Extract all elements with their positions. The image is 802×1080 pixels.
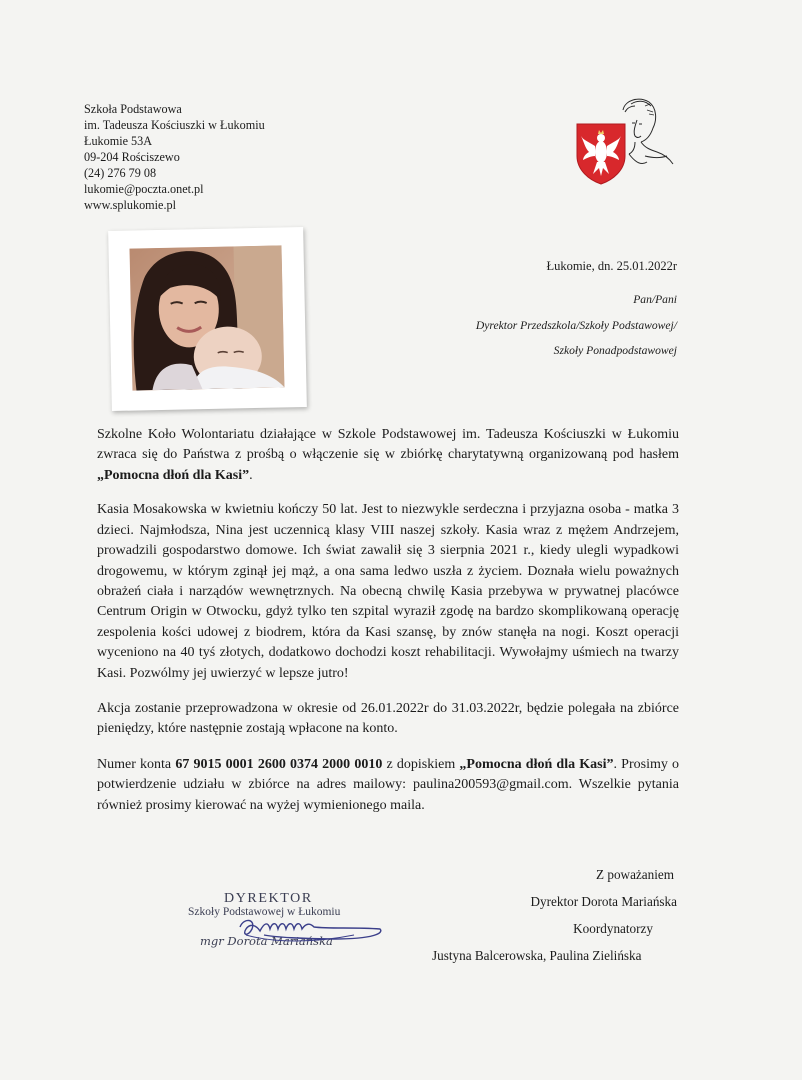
body-paragraph-dates: Akcja zostanie przeprowadzona w okresie od 26.01.2022r do 31.03.2022r, będzie polegała na zbiórce pieniędzy, które następnie zostają wpłacone na konto. [97, 701, 679, 737]
school-email: lukomie@poczta.onet.pl [84, 182, 204, 196]
appeal-end: . [249, 467, 253, 483]
campaign-name: „Pomocna dłoń dla Kasi” [97, 467, 250, 483]
bank-account-number: 67 9015 0001 2600 0374 2000 0010 [175, 756, 383, 772]
photo-frame [108, 227, 307, 411]
recipient-line: Dyrektor Przedszkola/Szkoły Podstawowej/ [475, 318, 677, 332]
kosciuszko-portrait-sketch [623, 99, 673, 164]
stamp-school: Szkoły Podstawowej w Łukomiu [188, 906, 341, 918]
body-paragraph-story: Kasia Mosakowska w kwietniu kończy 50 lat. Jest to niezwykle serdeczna i przyjazna osoba - matka 3 dzieci. Najmłodsza, Nina jest uczennicą klasy VIII naszej szkoły. Kasia wraz z mężem Andrzejem, prowadzili gospodarstwo domowe. Ich świat zawalił się 3 sierpnia 2021 r., kiedy ulegli wypadkowi drogowemu, w którym zginął jej mąż, a ona sama ledwo uszła z życiem. Doznała wielu poważnych obrażeń ciała i narządów wewnętrznych. Na obecną chwilę Kasia przebywa w prywatnej placówce Centrum Origin w Otwocku, gdyż tylko ten szpital wyraził zgodę na bardzo skomplikowaną operację zespolenia kości udowej z biodrem, która da Kasi szansę, by znów stanęła na nogi. Koszt operacji wyceniono na 40 tyś złotych, dodatkowo dochodzi koszt rehabilitacji. Wywołajmy uśmiech na twarzy Kasi. Pozwólmy jej uwierzyć w lepsze jutro! [97, 502, 679, 681]
recipient-line: Szkoły Ponadpodstawowej [553, 344, 677, 357]
stamp-title: DYREKTOR [224, 891, 313, 906]
account-intro: Numer konta [97, 756, 176, 772]
signoff-block [430, 861, 678, 969]
stamp-name: mgr Dorota Mariańska [200, 934, 333, 948]
letter-body [97, 425, 679, 830]
school-phone: (24) 276 79 08 [84, 166, 157, 180]
transfer-title: „Pomocna dłoń dla Kasi” [459, 756, 614, 772]
school-address-line: Szkoła Podstawowa [84, 102, 182, 116]
school-address-block [84, 101, 265, 213]
school-website: www.splukomie.pl [84, 198, 176, 212]
coordinators-label: Koordynatorzy [573, 921, 653, 936]
school-emblem [575, 96, 675, 186]
school-address-line: im. Tadeusza Kościuszki w Łukomiu [84, 118, 265, 132]
closing-phrase: Z poważaniem [596, 867, 674, 882]
account-mid: z dopiskiem [382, 756, 460, 772]
coordinators-names: Justyna Balcerowska, Paulina Zielińska [432, 948, 642, 963]
account-end: . Prosimy o potwierdzenie udziału w zbiórce na adres mailowy: paulina200593@gmail.com. Wszelkie pytania również prosimy kierować na wyżej wymienionego maila. [97, 756, 680, 813]
appeal-text: Szkolne Koło Wolontariatu działające w Szkole Podstawowej im. Tadeusza Kościuszki w Łukomiu zwraca się do Państwa z prośbą o włączenie się w zbiórkę charytatywną organizowaną pod hasłem [97, 427, 679, 463]
body-paragraph-appeal [97, 425, 679, 486]
recipient-line: Pan/Pani [633, 293, 677, 306]
recipient-block [476, 287, 677, 364]
body-paragraph-account [97, 755, 679, 816]
school-address-line: 09-204 Rościszewo [84, 150, 180, 164]
director-signature [234, 913, 384, 953]
school-address-line: Łukomie 53A [84, 134, 153, 148]
photo-woman-with-baby [130, 245, 285, 390]
place-and-date: Łukomie, dn. 25.01.2022r [546, 259, 677, 273]
director-name: Dyrektor Dorota Mariańska [530, 894, 677, 909]
director-stamp [184, 889, 384, 959]
